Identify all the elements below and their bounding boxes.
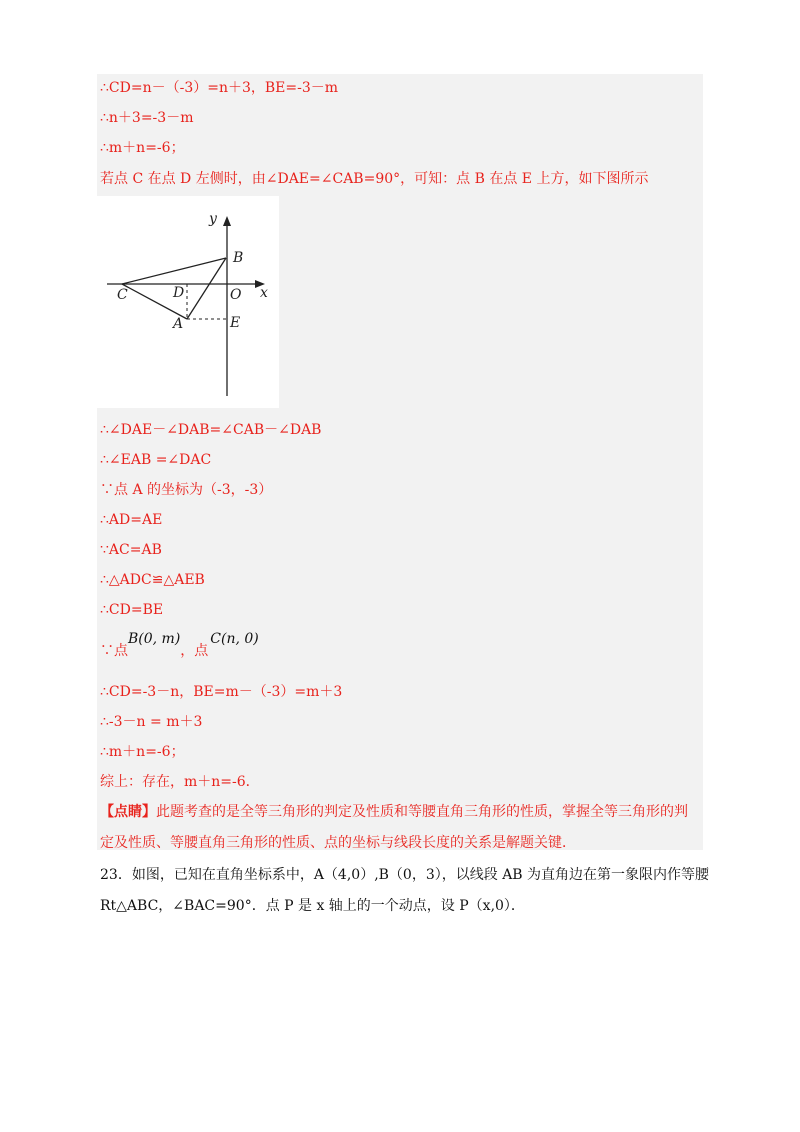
solution-line: ∴m＋n=-6； (100, 744, 185, 760)
solution-line: ∴CD=-3－n，BE=m－（-3）=m＋3 (100, 684, 343, 700)
label-d: D (173, 285, 185, 301)
solution-line: ∴-3－n = m＋3 (100, 714, 203, 730)
y-axis-arrow-icon (223, 216, 231, 226)
dianjing-line-2: 定及性质、等腰直角三角形的性质、点的坐标与线段长度的关系是解题关键． (100, 835, 576, 851)
point-c-expression: C(n, 0) (210, 631, 259, 647)
solution-line: ∴n＋3=-3－m (100, 110, 194, 126)
solution-line: ∴∠EAB =∠DAC (100, 452, 212, 468)
point-b-expression: B(0, m) (128, 631, 181, 647)
points-prefix: ∵点 (100, 643, 128, 659)
question-line-1: 23．如图，已知在直角坐标系中，A（4,0）,B（0，3），以线段 AB 为直角边在第一象限内作等腰 (100, 867, 710, 883)
label-a: A (173, 316, 184, 332)
segment-cb (122, 258, 226, 284)
solution-line: 综上：存在，m＋n=-6． (100, 774, 260, 790)
question-line-2: Rt△ABC，∠BAC=90°．点 P 是 x 轴上的一个动点，设 P（x,0）． (100, 898, 525, 914)
label-o: O (230, 287, 242, 303)
points-line (100, 631, 259, 659)
solution-line: ∴m＋n=-6； (100, 140, 185, 156)
solution-line: ∴AD=AE (100, 512, 163, 528)
label-c: C (117, 287, 128, 303)
solution-line: 若点 C 在点 D 左侧时，由∠DAE=∠CAB=90°，可知：点 B 在点 E 上方，如下图所示 (100, 171, 649, 187)
solution-line: ∴△ADC≌△AEB (100, 572, 205, 588)
coordinate-diagram (97, 196, 279, 408)
solution-line: ∴CD=BE (100, 602, 164, 618)
label-y: y (209, 211, 217, 227)
label-e: E (230, 315, 241, 331)
solution-line: ∵点 A 的坐标为（-3，-3） (100, 482, 273, 498)
segment-ab (187, 258, 226, 319)
geometry-figure (97, 196, 279, 408)
dianjing-line-1 (100, 803, 688, 821)
solution-line: ∴∠DAE－∠DAB=∠CAB－∠DAB (100, 422, 322, 438)
points-separator: ，点 (180, 643, 209, 659)
solution-line: ∵AC=AB (100, 542, 162, 558)
label-x: x (260, 285, 268, 301)
label-b: B (233, 250, 244, 266)
solution-line: ∴CD=n－（-3）=n＋3，BE=-3－m (100, 80, 339, 96)
dianjing-text-1: 此题考查的是全等三角形的判定及性质和等腰直角三角形的性质，掌握全等三角形的判 (156, 804, 688, 820)
dianjing-tag: 【点睛】 (100, 804, 156, 820)
